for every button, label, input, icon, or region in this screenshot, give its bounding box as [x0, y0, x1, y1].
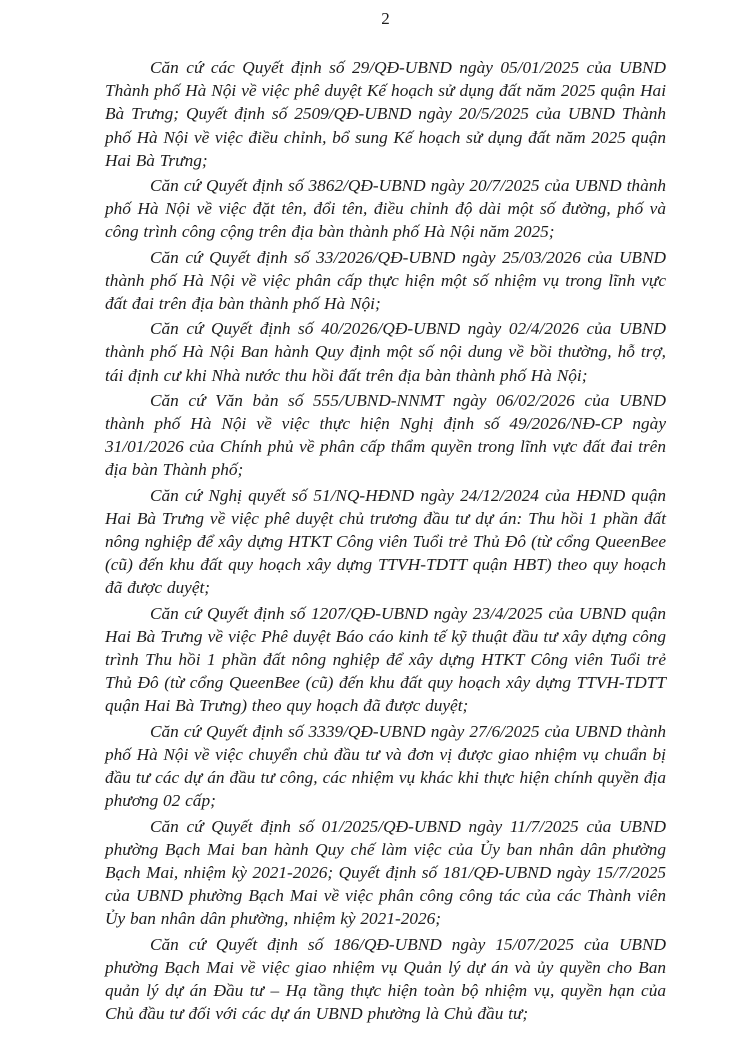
paragraph: Căn cứ Văn bản số 555/UBND-NNMT ngày 06/02/2026 của UBND thành phố Hà Nội về việc thực hiện Nghị định số 49/2026/NĐ-CP ngày 31/01/2026 của Chính phủ về phân cấp thẩm quyền trong lĩnh vực đất đai trên địa bàn Thành phố; — [105, 390, 666, 480]
page-number: 2 — [381, 9, 390, 28]
paragraph: Căn cứ Quyết định số 3339/QĐ-UBND ngày 27/6/2025 của UBND thành phố Hà Nội về việc chuyển chủ đầu tư và đơn vị được giao nhiệm vụ chuẩn bị đầu tư các dự án đầu tư công, các nhiệm vụ khác khi thực hiện chính quyền địa phương 02 cấp; — [105, 721, 666, 811]
paragraph: Căn cứ các Quyết định số 29/QĐ-UBND ngày 05/01/2025 của UBND Thành phố Hà Nội về việc phê duyệt Kế hoạch sử dụng đất năm 2025 quận Hai Bà Trưng; Quyết định số 2509/QĐ-UBND ngày 20/5/2025 của UBND Thành phố Hà Nội về việc điều chỉnh, bổ sung Kế hoạch sử dụng đất năm 2025 quận Hai Bà Trưng; — [105, 58, 666, 170]
paragraph: Căn cứ Quyết định số 1207/QĐ-UBND ngày 23/4/2025 của UBND quận Hai Bà Trưng về việc Phê duyệt Báo cáo kinh tế kỹ thuật đầu tư xây dựng công trình Thu hồi 1 phần đất nông nghiệp để xây dựng HTKT Công viên Tuổi trẻ Thủ Đô (từ cổng QueenBee (cũ) đến khu đất quy hoạch xây dựng TTVH-TDTT quận Hai Bà Trưng) theo quy hoạch đã được duyệt; — [105, 603, 666, 716]
paragraph: Căn cứ Quyết định số 186/QĐ-UBND ngày 15/07/2025 của UBND phường Bạch Mai về việc giao nhiệm vụ Quản lý dự án và ủy quyền cho Ban quản lý dự án Đầu tư – Hạ tầng thực hiện toàn bộ nhiệm vụ, quyền hạn của Chủ đầu tư đối với các dự án UBND phường là Chủ đầu tư; — [105, 934, 666, 1024]
paragraph: Căn cứ Quyết định số 40/2026/QĐ-UBND ngày 02/4/2026 của UBND thành phố Hà Nội Ban hành Quy định một số nội dung về bồi thường, hỗ trợ, tái định cư khi Nhà nước thu hồi đất trên địa bàn thành phố Hà Nội; — [105, 319, 666, 385]
paragraph: Căn cứ Quyết định số 01/2025/QĐ-UBND ngày 11/7/2025 của UBND phường Bạch Mai ban hành Quy chế làm việc của Ủy ban nhân dân phường Bạch Mai, nhiệm kỳ 2021-2026; Quyết định số 181/QĐ-UBND ngày 15/7/2025 của UBND phường Bạch Mai về việc phân công công tác của các Thành viên Ủy ban nhân dân phường, nhiệm kỳ 2021-2026; — [105, 816, 666, 929]
paragraph: Căn cứ Quyết định số 33/2026/QĐ-UBND ngày 25/03/2026 của UBND thành phố Hà Nội về việc phân cấp thực hiện một số nhiệm vụ trong lĩnh vực đất đai trên địa bàn thành phố Hà Nội; — [105, 247, 666, 314]
document-body — [105, 56, 666, 1027]
paragraph: Căn cứ Quyết định số 3862/QĐ-UBND ngày 20/7/2025 của UBND thành phố Hà Nội về việc đặt tên, đổi tên, điều chỉnh độ dài một số đường, phố và công trình công cộng trên địa bàn thành phố Hà Nội năm 2025; — [105, 176, 666, 242]
paragraph: Căn cứ Nghị quyết số 51/NQ-HĐND ngày 24/12/2024 của HĐND quận Hai Bà Trưng về việc phê duyệt chủ trương đầu tư dự án: Thu hồi 1 phần đất nông nghiệp để xây dựng HTKT Công viên Tuổi trẻ Thủ Đô (từ cổng QueenBee (cũ) đến khu đất quy hoạch xây dựng TTVH-TDTT quận HBT) theo quy hoạch đã được duyệt; — [105, 485, 666, 598]
